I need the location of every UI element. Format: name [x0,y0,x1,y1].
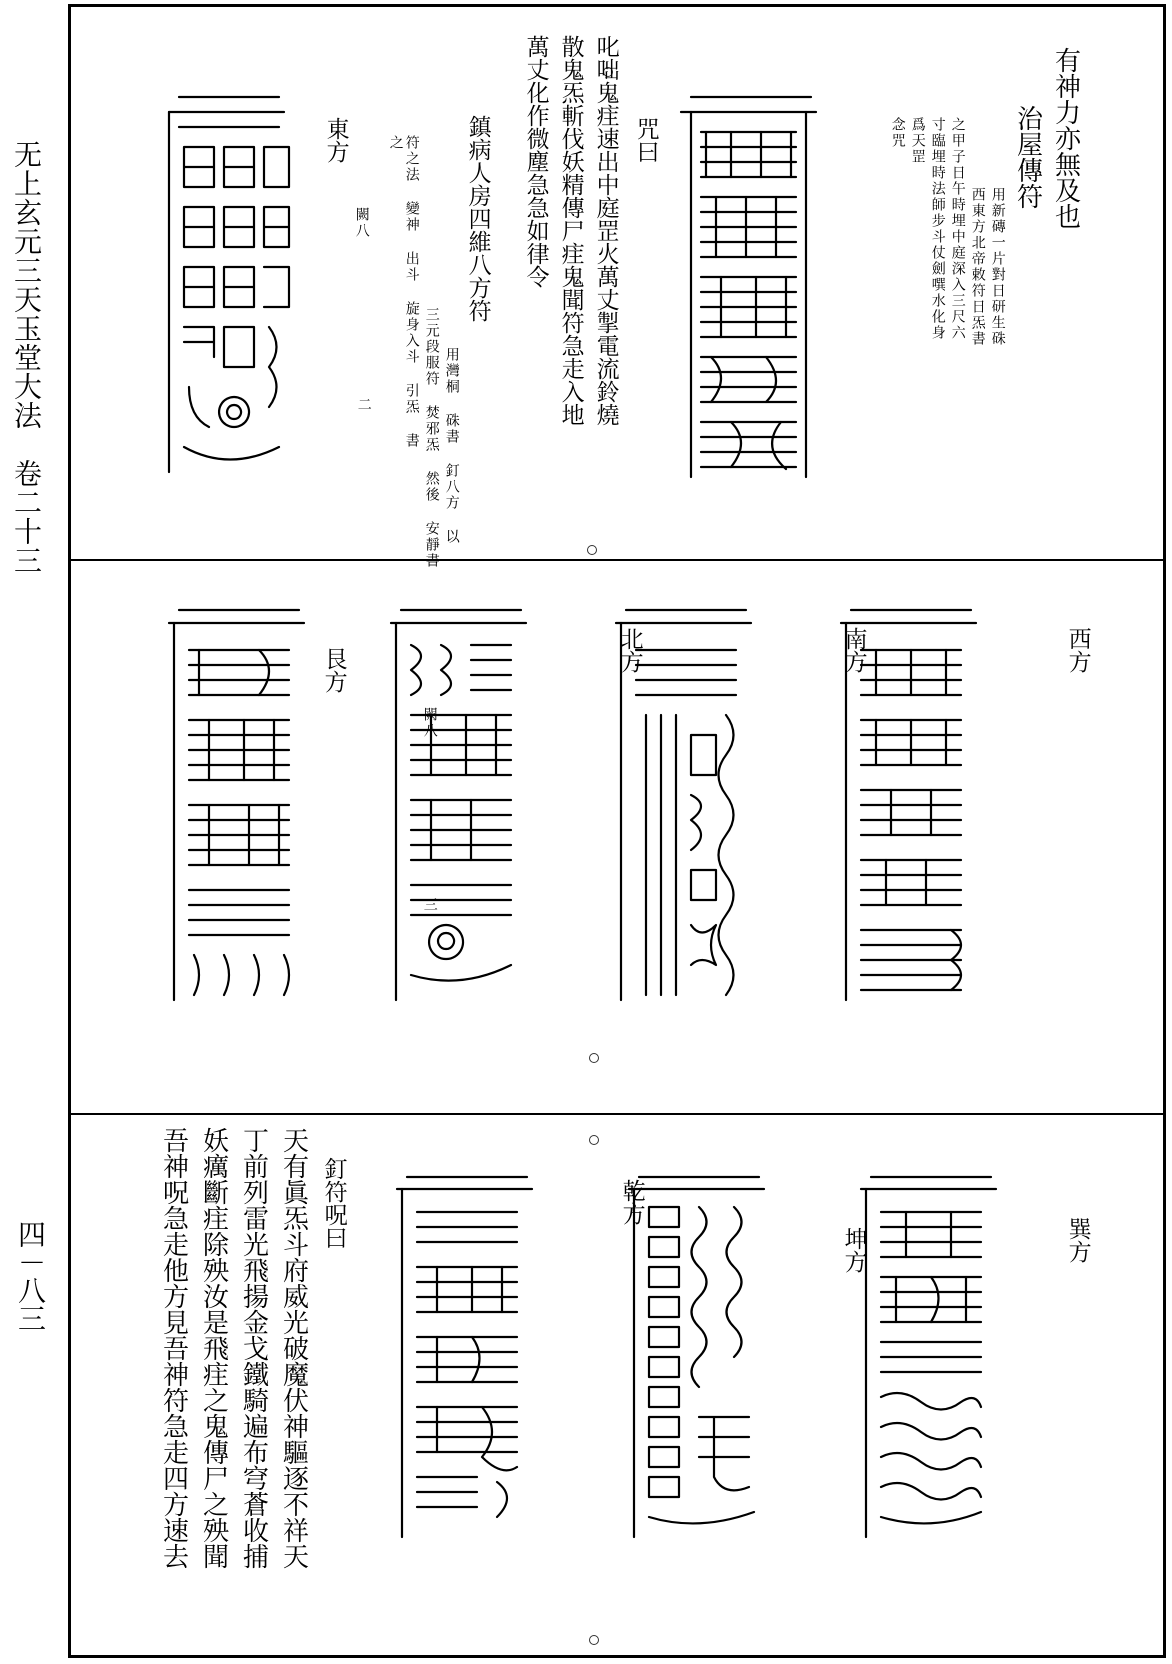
page-number: 四－八三 [14,1220,47,1332]
incantation-line-3: 萬丈化作微塵急急如律令 [522,35,549,288]
south-label: 南方 [840,627,867,673]
zhen-bing-title: 鎮病人房四維八方符 [464,115,491,322]
zhen-bing-note-3: 符之法 變神 出斗 旋身入斗 引炁 書 [403,135,420,449]
circle-mark-icon [589,1135,599,1145]
zhen-bing-note-2: 三元段服符 焚邪炁 然後 安靜書 [423,307,440,569]
ding-line-1: 天有眞炁斗府威光破魔伏神驅逐不祥天 [278,1127,309,1569]
qian-label: 乾方 [618,1179,645,1225]
section-divider-1 [71,559,1163,561]
que-ba-note-2: 闕八 [421,707,438,739]
xun-talisman [851,1167,1011,1547]
north-label: 北方 [616,627,643,673]
zhou-yue-label: 咒曰 [632,117,659,163]
circle-mark-icon [587,545,597,555]
incantation-line-1: 叱咄鬼疰速出中庭罡火萬丈掣電流鈴燒 [592,35,619,426]
zhen-bing-note-4: 之 [387,135,404,151]
talisman-number-two: 二 [355,397,372,413]
circle-mark-icon [589,1053,599,1063]
zhen-bing-note-1: 用灣桐 硃書 釘八方 以 [443,347,460,545]
zhi-wu-note-4: 寸臨埋時法師步斗仗劍噀水化身 [929,117,946,341]
ding-fu-title: 釘符呪曰 [320,1157,347,1249]
circle-mark-icon [589,1635,599,1645]
qian-talisman [387,1167,547,1547]
gen-label: 艮方 [320,647,347,693]
east-talisman [159,87,299,487]
xun-label: 巽方 [1064,1217,1091,1263]
zhi-wu-title: 治屋傳符 [1012,105,1043,209]
page-frame [68,4,1166,1658]
section-divider-2 [71,1113,1163,1115]
house-talisman [671,77,826,497]
gen-talisman [159,595,319,1015]
zhi-wu-note-2: 西東方北帝敕符日炁書 [969,187,986,347]
west-label: 西方 [1064,627,1091,673]
que-ba-note-1: 闕八 [353,207,370,239]
ding-line-4: 吾神呪急走他方見吾神符急走四方速去 [158,1127,189,1569]
north-talisman [381,595,541,1015]
panel1-heading: 有神力亦無及也 [1050,47,1081,229]
incantation-line-2: 散鬼炁斬伐妖精傳尸疰鬼聞符急走入地 [557,35,584,426]
ding-line-3: 妖癘斷疰除殃汝是飛疰之鬼傳尸之殃聞 [198,1127,229,1569]
zhi-wu-note-1: 用新磚一片對日研生硃 [989,187,1006,347]
zhi-wu-note-6: 念咒 [889,117,906,149]
kun-label: 坤方 [840,1227,867,1273]
zhi-wu-note-3: 之甲子日午時埋中庭深入三尺六 [949,117,966,341]
book-title-margin: 无上玄元三天玉堂大法 卷二十三 [10,140,43,575]
east-label: 東方 [322,117,349,163]
talisman-number-three: 三 [421,897,438,913]
ding-line-2: 丁前列雷光飛揚金戈鐵騎遍布穹蒼收捕 [238,1127,269,1569]
zhi-wu-note-5: 爲天罡 [909,117,926,165]
